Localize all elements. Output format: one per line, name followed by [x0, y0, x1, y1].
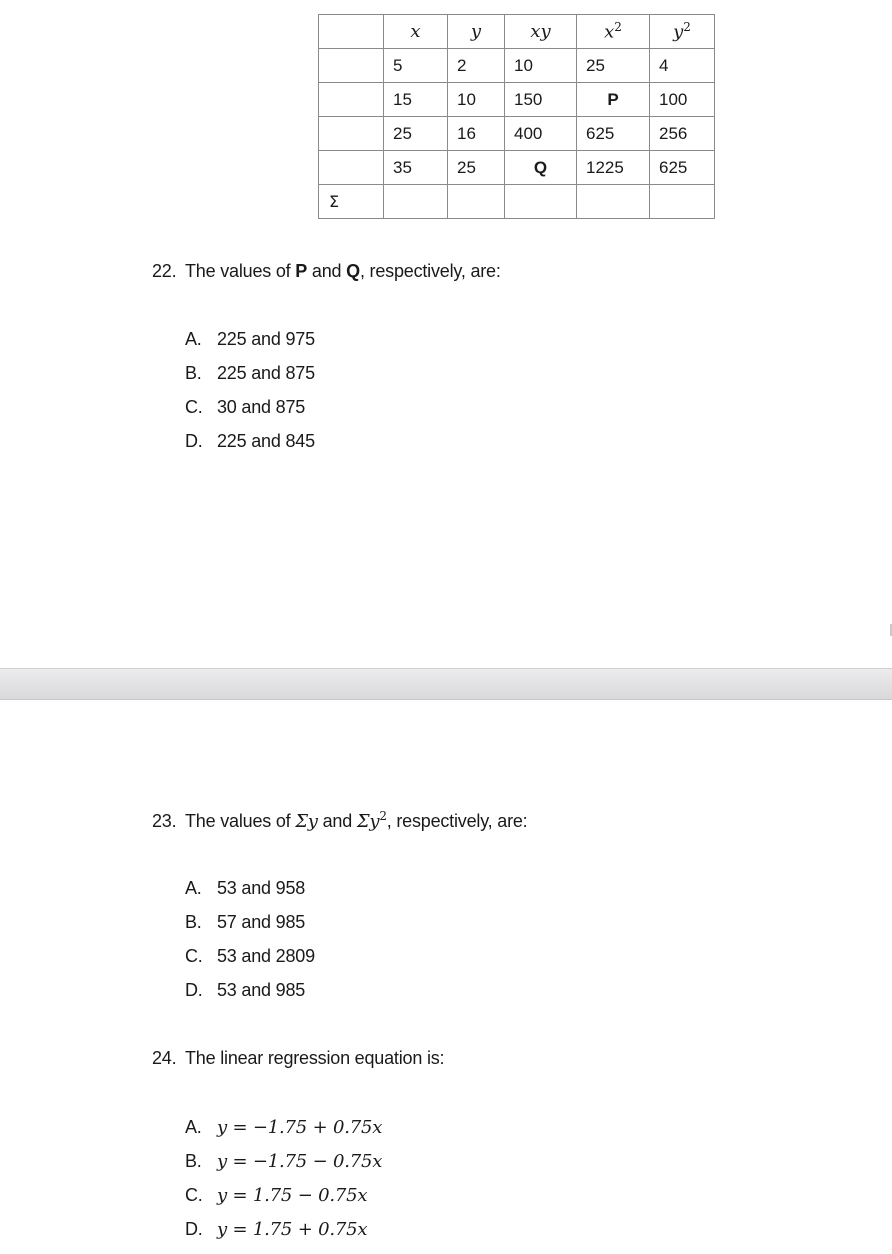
table-cell: 15 [384, 83, 448, 117]
question-22: 22. The values of P and Q, respectively, are: [152, 261, 501, 281]
table-cell: 400 [505, 117, 577, 151]
table-header-x-squared: $x^2$ [577, 15, 650, 49]
q23-option-d[interactable]: D. 53 and 985 [185, 980, 306, 1000]
table-header-xy: xy [505, 15, 577, 49]
sigma-label: Σ [319, 185, 384, 219]
equation: y = −1.75 + 0.75x [217, 1117, 383, 1138]
table-cell: 25 [448, 151, 505, 185]
question-24: 24. The linear regression equation is: [152, 1048, 445, 1068]
q23-option-a[interactable]: A. 53 and 958 [185, 878, 306, 898]
q22-option-b[interactable]: B. 225 and 875 [185, 363, 315, 383]
table-row [319, 83, 715, 117]
table-cell: 10 [448, 83, 505, 117]
table-row [319, 117, 715, 151]
table-sum-row [319, 185, 715, 219]
table-cell-q: Q [505, 151, 577, 185]
q24-option-b[interactable]: B. y = −1.75 − 0.75x [185, 1151, 383, 1172]
table-cell: 1225 [577, 151, 650, 185]
q23-option-c[interactable]: C. 53 and 2809 [185, 946, 315, 966]
table-cell: 35 [384, 151, 448, 185]
table-cell: 625 [577, 117, 650, 151]
table-cell: 25 [384, 117, 448, 151]
table-cell: 5 [384, 49, 448, 83]
calculation-table [318, 14, 715, 219]
page-separator [0, 668, 892, 700]
table-header-empty [319, 15, 384, 49]
q23-option-b[interactable]: B. 57 and 985 [185, 912, 306, 932]
q24-option-d[interactable]: D. y = 1.75 + 0.75x [185, 1219, 368, 1240]
table-header-y: y [448, 15, 505, 49]
table-row [319, 49, 715, 83]
table-header-x: x [384, 15, 448, 49]
sum-y-squared: Σy [356, 811, 380, 832]
question-number: 24. [152, 1048, 177, 1068]
table-cell: 256 [650, 117, 715, 151]
table-cell: 10 [505, 49, 577, 83]
table-row [319, 151, 715, 185]
table-cell: 4 [650, 49, 715, 83]
sum-y: Σy [295, 811, 318, 832]
q22-option-a[interactable]: A. 225 and 975 [185, 329, 315, 349]
table-cell-p: P [577, 83, 650, 117]
question-number: 22. [152, 261, 177, 281]
equation: y = 1.75 − 0.75x [217, 1185, 368, 1206]
question-number: 23. [152, 811, 177, 831]
table-cell: 625 [650, 151, 715, 185]
table-cell: 16 [448, 117, 505, 151]
table-cell: 2 [448, 49, 505, 83]
table-header-row [319, 15, 715, 49]
question-23: 23. The values of Σy and $\Sigma y^2$, respectively, are: [152, 809, 528, 832]
q22-option-d[interactable]: D. 225 and 845 [185, 431, 315, 451]
table-cell: 150 [505, 83, 577, 117]
q22-option-c[interactable]: C. 30 and 875 [185, 397, 306, 417]
q24-option-c[interactable]: C. y = 1.75 − 0.75x [185, 1185, 368, 1206]
table-header-y-squared: $y^2$ [650, 15, 715, 49]
table-cell: 100 [650, 83, 715, 117]
table-cell: 25 [577, 49, 650, 83]
equation: y = 1.75 + 0.75x [217, 1219, 368, 1240]
q24-option-a[interactable]: A. y = −1.75 + 0.75x [185, 1117, 383, 1138]
equation: y = −1.75 − 0.75x [217, 1151, 383, 1172]
